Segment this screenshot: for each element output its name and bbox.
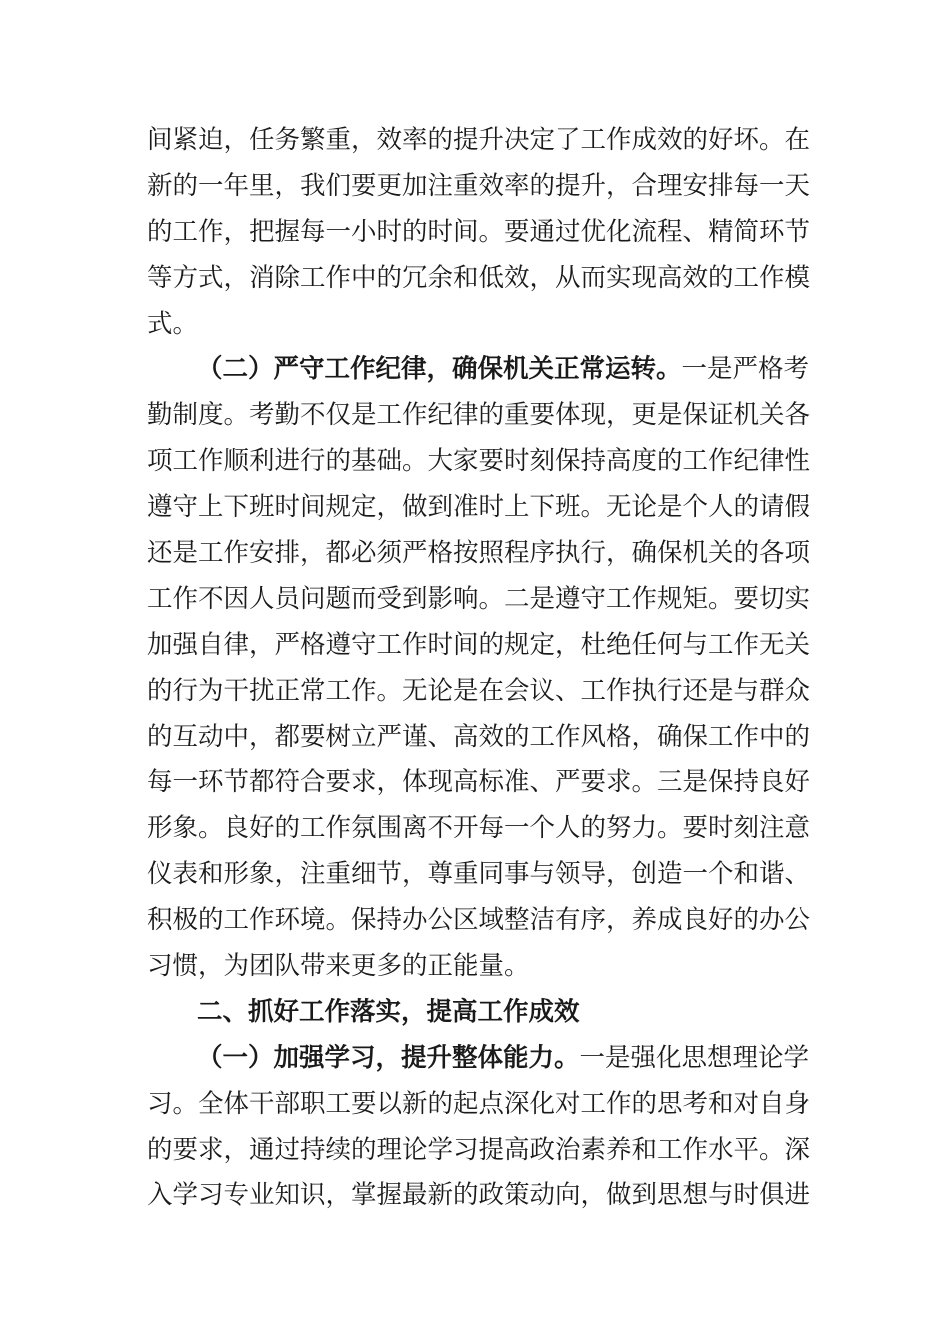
text-span: 一是严格考 [681,354,810,385]
text-line: 形象。良好的工作氛围离不开每一个人的努力。要时刻注意 [147,813,811,844]
paragraph-study [147,1036,811,1220]
text-line: 项工作顺利进行的基础。大家要时刻保持高度的工作纪律性 [147,446,811,477]
paragraph-lead-title: （二）严守工作纪律，确保机关正常运转。 [197,354,682,385]
text-line: 的行为干扰正常工作。无论是在会议、工作执行还是与群众 [147,675,811,706]
text-span: 一是强化思想理论学 [579,1042,810,1073]
text-line: 新的一年里，我们要更加注重效率的提升，合理安排每一天 [147,170,811,201]
text-line: 习惯，为团队带来更多的正能量。 [147,951,530,982]
text-line: 的工作，把握每一小时的时间。要通过优化流程、精简环节 [147,216,811,247]
text-line: 还是工作安排，都必须严格按照程序执行，确保机关的各项 [147,538,811,569]
text-line [147,1036,810,1082]
text-line: 等方式，消除工作中的冗余和低效，从而实现高效的工作模 [147,262,811,293]
paragraph-work-discipline [147,347,811,989]
text-line: 仪表和形象，注重细节，尊重同事与领导，创造一个和谐、 [147,859,811,890]
document-page [147,118,811,1219]
paragraph-lead-title: （一）加强学习，提升整体能力。 [197,1042,580,1073]
text-line: 每一环节都符合要求，体现高标准、严要求。三是保持良好 [147,767,811,798]
text-line: 勤制度。考勤不仅是工作纪律的重要体现，更是保证机关各 [147,400,811,431]
paragraph-efficiency [147,118,811,347]
text-line: 加强自律，严格遵守工作时间的规定，杜绝任何与工作无关 [147,629,811,660]
text-line: 的互动中，都要树立严谨、高效的工作风格，确保工作中的 [147,721,811,752]
text-line [147,347,810,393]
text-line: 遵守上下班时间规定，做到准时上下班。无论是个人的请假 [147,492,811,523]
text-line: 的要求，通过持续的理论学习提高政治素养和工作水平。深 [147,1134,811,1165]
text-line: 习。全体干部职工要以新的起点深化对工作的思考和对自身 [147,1088,811,1119]
text-line: 间紧迫，任务繁重，效率的提升决定了工作成效的好坏。在 [147,125,811,155]
text-line: 式。 [147,308,199,339]
text-line: 积极的工作环境。保持办公区域整洁有序，养成良好的办公 [147,905,811,936]
text-line: 工作不因人员问题而受到影响。二是遵守工作规矩。要切实 [147,583,811,614]
text-line: 入学习专业知识，掌握最新的政策动向，做到思想与时俱进 [147,1180,811,1211]
section-heading: 二、抓好工作落实，提高工作成效 [197,996,580,1027]
